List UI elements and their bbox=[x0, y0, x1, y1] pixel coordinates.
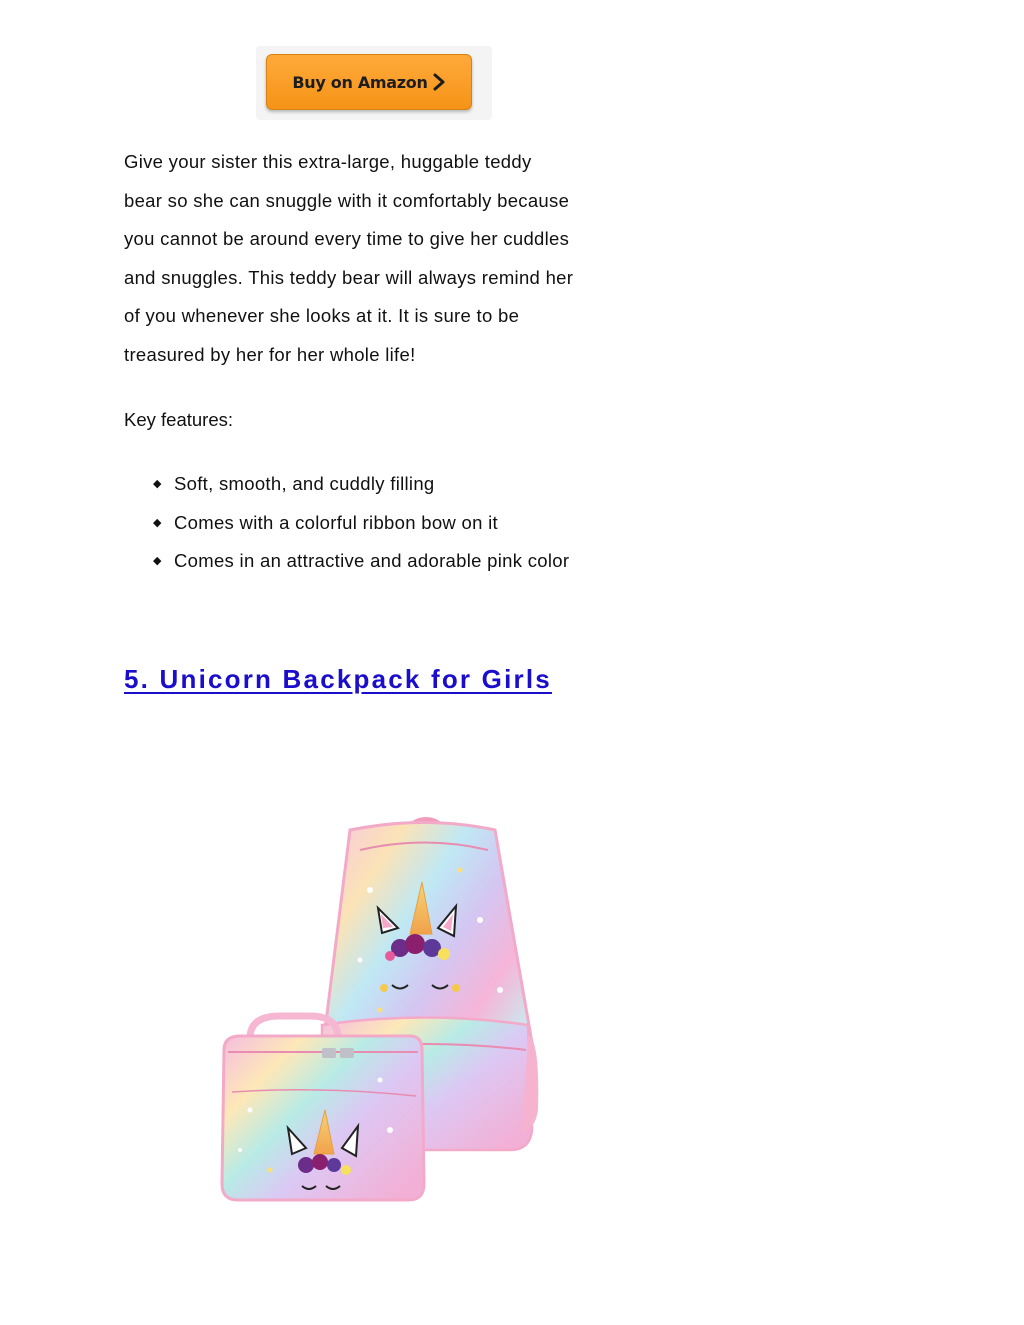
description-line: treasured by her for her whole life! bbox=[124, 343, 416, 365]
chevron-right-icon bbox=[432, 72, 446, 92]
bullet-icon: ◆ bbox=[153, 555, 162, 567]
description-line: you cannot be around every time to give her cuddles bbox=[124, 228, 570, 250]
bullet-icon: ◆ bbox=[153, 516, 162, 529]
buy-button-label: Buy on Amazon bbox=[292, 72, 428, 92]
description-line: and snuggles. This teddy bear will always remind her bbox=[124, 266, 574, 288]
feature-text: Comes with a colorful ribbon bow on it bbox=[174, 511, 498, 533]
description-line: Give your sister this extra-large, huggable teddy bbox=[124, 151, 532, 172]
buy-on-amazon-banner bbox=[256, 46, 492, 120]
buy-on-amazon-button[interactable] bbox=[266, 54, 472, 110]
feature-text: Comes in an attractive and adorable pink color bbox=[174, 550, 570, 571]
section-heading-link[interactable]: 5. Unicorn Backpack for Girls bbox=[124, 664, 552, 694]
bullet-icon: ◆ bbox=[153, 478, 162, 490]
product-description bbox=[124, 143, 644, 375]
description-line: of you whenever she looks at it. It is sure to be bbox=[124, 305, 520, 327]
feature-list bbox=[150, 470, 569, 586]
feature-text: Soft, smooth, and cuddly filling bbox=[174, 473, 435, 494]
key-features-heading: Key features: bbox=[124, 409, 234, 430]
feature-item bbox=[150, 509, 569, 548]
feature-item bbox=[150, 470, 569, 509]
description-line: bear so she can snuggle with it comfortably because bbox=[124, 189, 570, 211]
unicorn-backpack-image[interactable] bbox=[210, 810, 550, 1210]
feature-item bbox=[150, 547, 569, 586]
